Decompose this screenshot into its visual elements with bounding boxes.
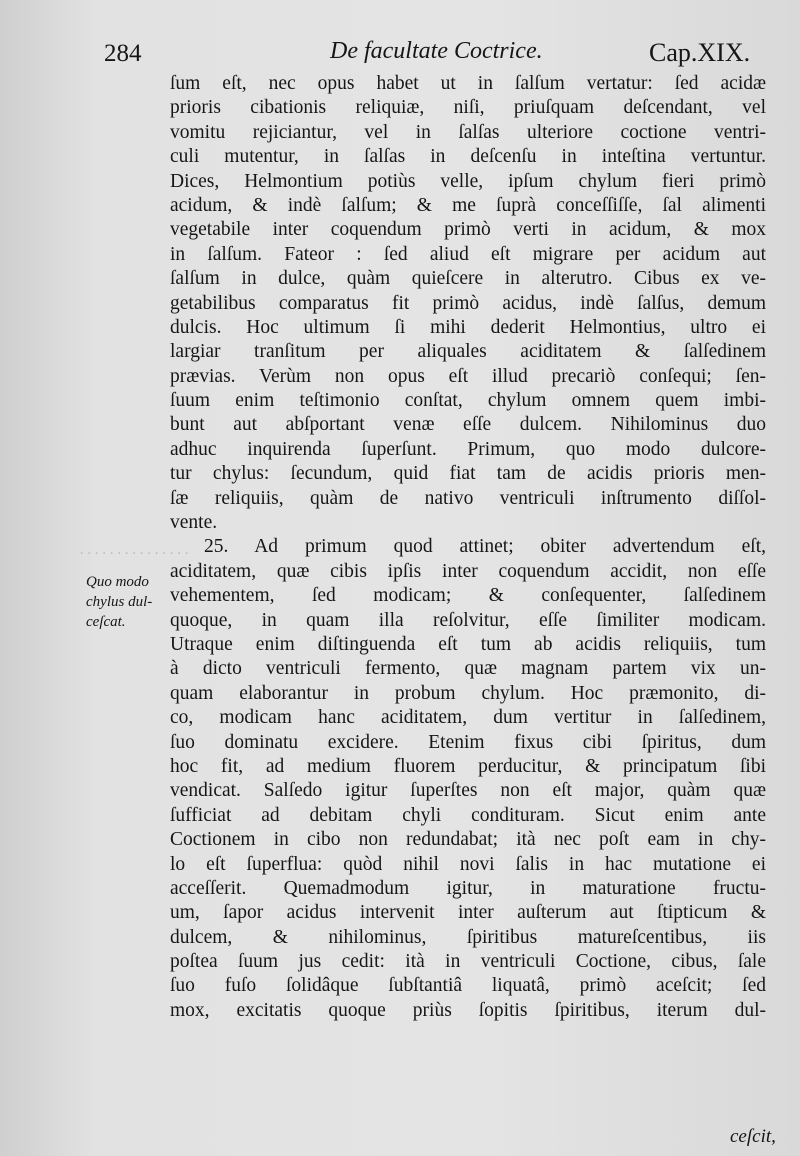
- text-line: ſæ reliquiis, quàm de nativo ventriculi inſtrumento diſſol-: [170, 487, 766, 509]
- text-line: dulcis. Hoc ultimum ſi mihi dederit Helmontius, ultro ei: [170, 316, 766, 338]
- text-line: ſuo fuſo ſolidâque ſubſtantiâ liquatâ, primò aceſcit; ſed: [170, 975, 766, 997]
- bleed-through-decoration: · · · · · · · · · · · · · · ·: [80, 546, 189, 562]
- text-line: getabilibus comparatus fit primò acidus, indè ſalſus, demum: [170, 292, 766, 314]
- margin-note-line: Quo modo: [86, 574, 149, 590]
- text-line: ſuum enim teſtimonio conſtat, chylum omnem quem imbi-: [170, 390, 766, 412]
- running-title: De facultate Coctrice.: [330, 38, 543, 64]
- text-line: aciditatem, quæ cibis ipſis inter coquendum accidit, non eſſe: [170, 560, 766, 582]
- text-line: vendicat. Salſedo igitur ſuperſtes non eſt major, quàm quæ: [170, 780, 766, 802]
- text-line: ſufficiat ad debitam chyli condituram. Sicut enim ante: [170, 804, 766, 826]
- body-text: [170, 72, 766, 1023]
- text-line: à dicto ventriculi fermento, quæ magnam partem vix un-: [170, 658, 766, 680]
- text-line: prioris cibationis reliquiæ, niſi, priuſquam deſcendant, vel: [170, 97, 766, 119]
- text-line: ſum eſt, nec opus habet ut in ſalſum vertatur: ſed acidæ: [170, 73, 766, 94]
- text-line: vegetabile inter coquendum primò verti in acidum, & mox: [170, 219, 766, 241]
- text-line: co, modicam hanc aciditatem, dum vertitur in ſalſedinem,: [170, 707, 766, 729]
- margin-note-line: ceſcat.: [86, 614, 126, 630]
- text-line: ſalſum in dulce, quàm quieſcere in alterutro. Cibus ex ve-: [170, 268, 766, 290]
- text-line: Coctionem in cibo non redundabat; ità nec poſt eam in chy-: [170, 829, 766, 851]
- text-line: hoc fit, ad medium fluorem perducitur, & principatum ſibi: [170, 755, 766, 777]
- text-line: lo eſt ſuperflua: quòd nihil novi ſalis in hac mutatione ei: [170, 853, 766, 875]
- margin-note: [86, 572, 168, 632]
- text-line: Dices, Helmontium potiùs velle, ipſum chylum fieri primò: [170, 170, 766, 192]
- text-line: adhuc inquirenda ſuperſunt. Primum, quo modo dulcore-: [170, 438, 766, 460]
- page-number: 284: [104, 40, 142, 67]
- text-line: ſuo dominatu excidere. Etenim fixus cibi ſpiritus, dum: [170, 731, 766, 753]
- text-line: culi mutentur, in ſalſas in deſcenſu in inteſtina vertuntur.: [170, 146, 766, 168]
- text-line: Utraque enim diſtinguenda eſt tum ab acidis reliquiis, tum: [170, 633, 766, 655]
- text-line: tur chylus: ſecundum, quid fiat tam de acidis prioris men-: [170, 463, 766, 485]
- text-line: in ſalſum. Fateor : ſed aliud eſt migrare per acidum aut: [170, 243, 766, 265]
- text-line: um, ſapor acidus intervenit inter auſterum aut ſtipticum &: [170, 902, 766, 924]
- text-line: dulcem, & nihilominus, ſpiritibus matureſcentibus, iis: [170, 926, 766, 948]
- chapter-label: Cap.XIX.: [649, 38, 751, 67]
- text-line: 25. Ad primum quod attinet; obiter advertendum eſt,: [204, 536, 766, 558]
- text-line: poſtea ſuum jus cedit: ità in ventriculi Coctione, cibus, ſale: [170, 951, 766, 973]
- text-line: mox, excitatis quoque priùs ſopitis ſpiritibus, iterum dul-: [170, 999, 766, 1021]
- text-line: largiar tranſitum per aliquales aciditatem & ſalſedinem: [170, 341, 766, 363]
- text-line: bunt aut abſportant venæ eſſe dulcem. Nihilominus duo: [170, 414, 766, 436]
- text-line: prævias. Verùm non opus eſt illud precariò conſequi; ſen-: [170, 365, 766, 387]
- margin-note-line: chylus dul-: [86, 594, 153, 610]
- text-line: quoque, in quam illa reſolvitur, eſſe ſimiliter modicam.: [170, 609, 766, 631]
- text-line: acidum, & indè ſalſum; & me ſuprà conceſſiſſe, ſal alimenti: [170, 194, 766, 216]
- text-line: quam elaborantur in probum chylum. Hoc præmonito, di-: [170, 682, 766, 704]
- text-line: vehementem, ſed modicam; & conſequenter, ſalſedinem: [170, 585, 766, 607]
- text-line: acceſſerit. Quemadmodum igitur, in maturatione fructu-: [170, 877, 766, 899]
- page-header: [0, 36, 800, 72]
- text-line: vomitu rejiciantur, vel in ſalſas ulteriore coctione ventri-: [170, 121, 766, 143]
- text-line: vente.: [170, 512, 218, 534]
- catchword: ceſcit,: [730, 1126, 776, 1147]
